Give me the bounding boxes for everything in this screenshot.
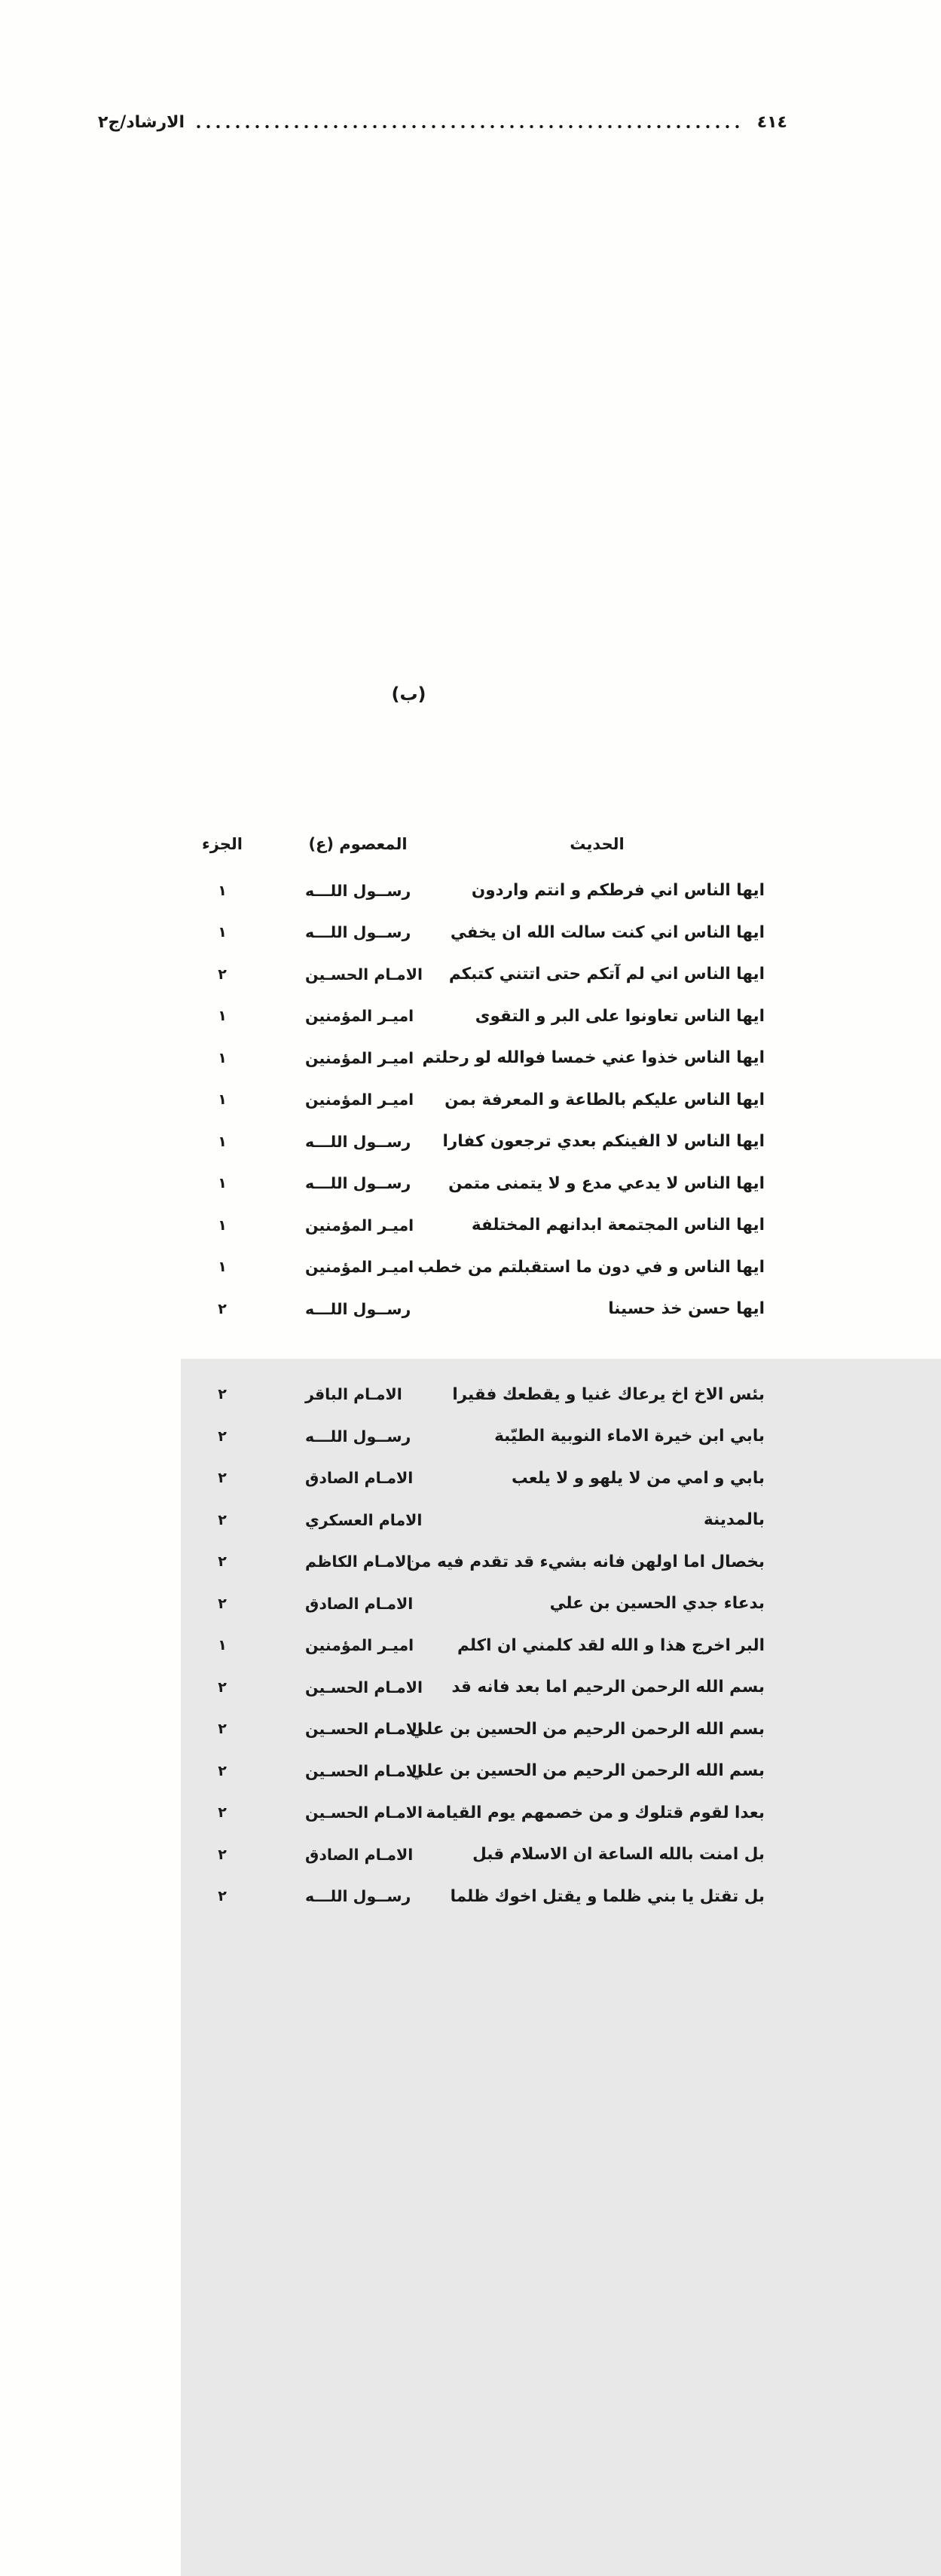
volume-number: ١ xyxy=(218,1637,227,1654)
hadith-text: بابي ابن خيرة الاماء النوبية الطيّبة xyxy=(494,1427,765,1446)
imam-name: الامـام الحسـين xyxy=(305,1678,423,1696)
hadith-text: ايها الناس لا الفينكم بعدي ترجعون كفارا xyxy=(442,1132,765,1151)
volume-number: ١ xyxy=(218,1133,227,1150)
volume-number: ٢ xyxy=(218,1427,227,1445)
volume-number: ١ xyxy=(218,1091,227,1108)
volume-number: ١ xyxy=(218,1175,227,1192)
hadith-text: بالمدينة xyxy=(704,1510,765,1529)
hadith-text: ايها الناس تعاونوا على البر و التقوى xyxy=(475,1006,765,1026)
imam-name: رســول اللـــه xyxy=(305,1887,411,1905)
volume-number: ١ xyxy=(218,1008,227,1024)
volume-number: ١ xyxy=(218,1049,227,1066)
imam-name: رســول اللـــه xyxy=(305,1427,411,1446)
volume-number: ٢ xyxy=(218,1888,227,1904)
imam-name: رســول اللـــه xyxy=(305,1299,411,1318)
hadith-text: بل تقتل يا بني ظلما و يقتل اخوك ظلما xyxy=(450,1886,765,1906)
imam-name: الامـام الكاظم xyxy=(305,1553,412,1571)
table-column-headers xyxy=(98,164,765,853)
imam-name: رســول اللـــه xyxy=(305,1174,411,1192)
imam-name: الامـام الصادق xyxy=(305,1594,414,1613)
hadith-text: ايها الناس اني فرطكم و انتم واردون xyxy=(471,881,765,900)
volume-number: ١ xyxy=(218,882,227,899)
imam-name: الامـام الحسـين xyxy=(305,1804,423,1822)
column-header-volume: الجزء xyxy=(201,834,243,853)
imam-name: الامـام الحسـين xyxy=(305,1761,423,1780)
volume-number: ٢ xyxy=(218,1553,227,1570)
hadith-text: بابي و امي من لا يلهو و لا يلعب xyxy=(512,1468,765,1488)
imam-name: رســول اللـــه xyxy=(305,881,411,900)
column-header-hadith: الحديث xyxy=(570,834,625,853)
dotted-leader xyxy=(197,124,744,129)
imam-name: الامـام الحسـين xyxy=(305,1720,423,1738)
volume-number: ١ xyxy=(218,1259,227,1275)
volume-number: ٢ xyxy=(218,1804,227,1821)
hadith-text: البر اخرج هذا و الله لقد كلمني ان اكلم xyxy=(457,1635,765,1655)
imam-name: اميـر المؤمنين xyxy=(305,1258,414,1276)
hadith-text: ايها حسن خذ حسينا xyxy=(608,1299,765,1318)
volume-number: ٢ xyxy=(218,1678,227,1696)
page-number: ٤١٤ xyxy=(756,113,787,132)
imam-name: اميـر المؤمنين xyxy=(305,1007,414,1025)
imam-name: اميـر المؤمنين xyxy=(305,1636,414,1654)
section-divider-ba: (ب) xyxy=(391,683,426,705)
volume-number: ٢ xyxy=(218,1721,227,1737)
volume-number: ٢ xyxy=(218,1595,227,1612)
volume-number: ٢ xyxy=(218,1386,227,1403)
hadith-index-table xyxy=(98,164,765,1906)
hadith-text: بسم الله الرحمن الرحيم من الحسين بن علي xyxy=(410,1719,765,1739)
volume-number: ١ xyxy=(218,1216,227,1234)
imam-name: رســول اللـــه xyxy=(305,923,411,941)
imam-name: اميـر المؤمنين xyxy=(305,1216,414,1234)
hadith-text: ايها الناس و في دون ما استقبلتم من خطب xyxy=(417,1257,765,1277)
volume-number: ٢ xyxy=(218,1762,227,1779)
hadith-text: بسم الله الرحمن الرحيم من الحسين بن علي xyxy=(410,1761,765,1780)
hadith-text: بئس الاخ اخ يرعاك غنيا و يقطعك فقيرا xyxy=(452,1384,765,1404)
hadith-text: بسم الله الرحمن الرحيم اما بعد فانه قد xyxy=(451,1678,765,1696)
hadith-text: بدعاء جدي الحسين بن علي xyxy=(549,1594,765,1613)
hadith-text: ايها الناس اني لم آتكم حتى اتتني كتبكم xyxy=(448,965,765,984)
volume-number: ١ xyxy=(218,924,227,941)
book-title: الارشاد/ج٢ xyxy=(98,113,185,132)
hadith-text: بخصال اما اولهن فانه بشيء قد تقدم فيه من xyxy=(406,1552,765,1571)
hadith-text: ايها الناس خذوا عني خمسا فوالله لو رحلتم xyxy=(422,1048,765,1067)
hadith-text: ايها الناس اني كنت سالت الله ان يخفي xyxy=(450,922,765,942)
volume-number: ٢ xyxy=(218,1470,227,1486)
hadith-text: بل امنت بالله الساعة ان الاسلام قبل xyxy=(472,1845,765,1864)
imam-name: رســول اللـــه xyxy=(305,1132,411,1151)
hadith-text: ايها الناس المجتمعة ابدانهم المختلفة xyxy=(471,1216,765,1234)
volume-number: ٢ xyxy=(218,965,227,983)
hadith-text: ايها الناس لا يدعي مدع و لا يتمنى متمن xyxy=(448,1173,765,1193)
imam-name: الامـام الباقر xyxy=(305,1385,402,1403)
volume-number: ٢ xyxy=(218,1300,227,1317)
page-ref-number xyxy=(0,1217,181,2576)
imam-name: الامـام الصادق xyxy=(305,1469,414,1487)
hadith-text: ايها الناس عليكم بالطاعة و المعرفة بمن xyxy=(445,1090,765,1109)
imam-name: اميـر المؤمنين xyxy=(305,1091,414,1109)
hadith-text: بعدا لقوم قتلوك و من خصمهم يوم القيامة xyxy=(426,1803,765,1822)
column-header-infallible: المعصوم (ع) xyxy=(308,834,408,853)
imam-name: اميـر المؤمنين xyxy=(305,1048,414,1067)
volume-number: ٢ xyxy=(218,1846,227,1863)
volume-number: ٢ xyxy=(218,1511,227,1528)
running-header xyxy=(98,110,787,134)
imam-name: الامـام الحسـين xyxy=(305,965,423,984)
imam-name: الامام العسكري xyxy=(305,1510,423,1529)
imam-name: الامـام الصادق xyxy=(305,1845,414,1864)
